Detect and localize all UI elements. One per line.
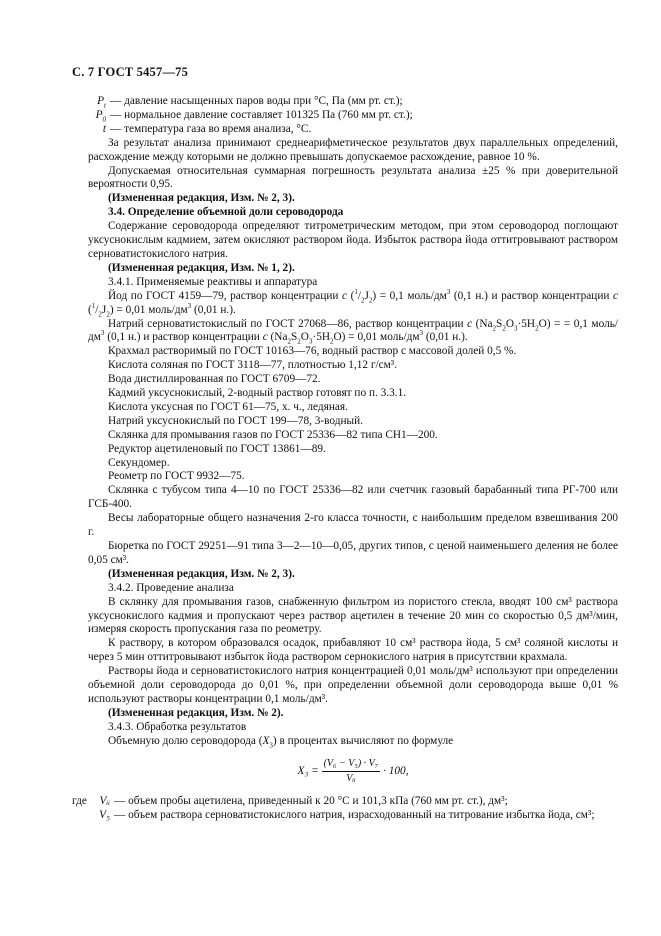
definition-vii: [92, 795, 618, 809]
definition-t: [88, 123, 618, 137]
definition-pt: [88, 95, 618, 109]
reagent-thiosulfate: Натрий серноватистокислый по ГОСТ 27068—86, раствор концентрации c $(Na_2S_2O_3\cdot 5H_2O)$ = = 0,1 моль/$дм^3$ (0,1 н.) и раствор концентрации c $(Na_2S_2O_3\cdot 5H_2O) = 0,01$ моль/$дм^3$ (0,01 н.).: [88, 317, 619, 346]
formula-fraction: [322, 757, 381, 786]
revision-note: (Измененная редакция, Изм. № 1, 2).: [108, 261, 295, 274]
symbol-vii: Vᵢᵢ: [99, 795, 110, 808]
symbol-t: t: [102, 122, 106, 135]
symbol-pt: $P_t$: [97, 95, 106, 110]
equipment-reducer: Редуктор ацетиленовый по ГОСТ 13861—89.: [108, 442, 326, 455]
revision-note: (Измененная редакция, Изм. № 2).: [108, 706, 284, 719]
equipment-rheometer: Реометр по ГОСТ 9932—75.: [108, 470, 245, 483]
paragraph-formula-intro: Объемную долю сероводорода $(X_3)$ в процентах вычисляют по формуле: [108, 734, 454, 749]
paragraph-analysis-1: В склянку для промывания газов, снабженную фильтром из пористого стекла, вводят 100 см³ раствора уксуснокислого кадмия и пропускают через раствор ацетилен в течение 20 мин со скоростью 0,5 дм³/мин, измеряя скорость пропускания газа по реометру.: [88, 595, 618, 636]
section-heading-3-4-3: 3.4.3. Обработка результатов: [108, 720, 247, 733]
where-block: [72, 795, 618, 823]
definition-text: — нормальное давление составляет 101325 Па (760 мм рт. ст.);: [110, 108, 413, 121]
definition-text: — температура газа во время анализа, °С.: [110, 122, 312, 135]
definition-text: — давление насыщенных паров воды при °С, Па (мм рт. ст.);: [110, 95, 403, 107]
equipment-gas-flask: Склянка для промывания газов по ГОСТ 25336—82 типа СН1—200.: [108, 428, 438, 441]
reagent-water: Вода дистиллированная по ГОСТ 6709—72.: [108, 373, 321, 386]
definition-text: — объем раствора серноватистокислого натрия, израсходованный на титрование избытка йода, см³;: [114, 809, 595, 822]
paragraph-error: Допускаемая относительная суммарная погрешность результата анализа ±25 % при доверительной вероятности 0,95.: [88, 164, 618, 191]
page-header: С. 7 ГОСТ 5457—75: [72, 65, 189, 79]
reagent-sodium-acetate: Натрий уксуснокислый по ГОСТ 199—78, 3-водный.: [108, 414, 363, 427]
reagent-acetic-acid: Кислота уксусная по ГОСТ 61—75, х. ч., ледяная.: [108, 400, 348, 413]
formula-x3: [88, 757, 618, 786]
definition-text: — объем пробы ацетилена, приведенный к 20 °С и 101,3 кПа (760 мм рт. ст.), дм³;: [114, 795, 508, 808]
where-label: где: [72, 795, 87, 808]
section-heading-3-4-1: 3.4.1. Применяемые реактивы и аппаратура: [108, 275, 318, 288]
reagent-cadmium: Кадмий уксуснокислый, 2-водный раствор готовят по п. 3.3.1.: [108, 387, 407, 400]
paragraph-result: За результат анализа принимают среднеарифметическое результатов двух параллельных определений, расхождение между которыми не должно превышать допускаемое расхождение, равное 10 %.: [88, 136, 618, 163]
paragraph-method: Содержание сероводорода определяют титрометрическим методом, при этом сероводород поглощают уксуснокислым кадмием, затем окисляют раствором йода. Избыток раствора йода оттитровывают раствором серноватистокислого натрия.: [88, 220, 618, 260]
paragraph-analysis-3: Растворы йода и серноватистокислого натрия концентрацией 0,01 моль/дм³ используют при определении объемной доли сероводорода до 0,01 %, при определении объемной доли сероводорода выше 0,01 % используют растворы концентрации 0,1 моль/дм³.: [88, 665, 618, 705]
formula-lhs: X₃ =: [297, 764, 319, 777]
formula-denominator: Vᵢᵢ: [346, 772, 356, 784]
equipment-tube-flask: Склянка с тубусом типа 4—10 по ГОСТ 25336—82 или счетчик газовый барабанный типа РГ-700 или ГСБ-400.: [88, 484, 618, 511]
document-body: [72, 95, 619, 823]
revision-note: (Измененная редакция, Изм. № 2, 3).: [108, 567, 295, 580]
equipment-stopwatch: Секундомер.: [108, 456, 170, 469]
section-heading-3-4-2: 3.4.2. Проведение анализа: [108, 581, 234, 594]
reagent-hcl: Кислота соляная по ГОСТ 3118—77, плотностью 1,12 г/см³.: [108, 359, 398, 372]
symbol-v5: V₅: [99, 809, 110, 822]
reagent-iodine: Йод по ГОСТ 4159—79, раствор концентрации c $(^1/_2J_2) = 0,1$ моль/$дм^3$ (0,1 н.) и раствор концентрации c $(^1/_2J_2) = 0,01$ моль/$дм^3$ (0,01 н.).: [88, 287, 618, 318]
definition-p0: [88, 109, 618, 123]
formula-numerator: (V₆ − V₅) · V₇: [322, 757, 381, 772]
equipment-burette: Бюретка по ГОСТ 29251—91 типа 3—2—10—0,05, других типов, с ценой наименьшего деления не более 0,05 см³.: [88, 540, 618, 566]
equipment-scales: Весы лабораторные общего назначения 2-го класса точности, с наибольшим пределом взвешивания 200 г.: [88, 512, 618, 539]
reagent-starch: Крахмал растворимый по ГОСТ 10163—76, водный раствор с массовой долей 0,5 %.: [108, 345, 517, 358]
symbol-p0: $P_0$: [95, 108, 106, 124]
section-heading-3-4: 3.4. Определение объемной доли сероводорода: [108, 206, 344, 219]
revision-note: (Измененная редакция, Изм. № 2, 3).: [108, 192, 295, 205]
definition-v5: [92, 809, 618, 823]
paragraph-analysis-2: К раствору, в котором образовался осадок, прибавляют 10 см³ раствора йода, 5 см³ соляной кислоты и через 5 мин оттитровывают избыток йода раствором сернокислого натрия в присутствии крахмала.: [88, 637, 618, 664]
formula-tail: · 100,: [383, 764, 409, 777]
